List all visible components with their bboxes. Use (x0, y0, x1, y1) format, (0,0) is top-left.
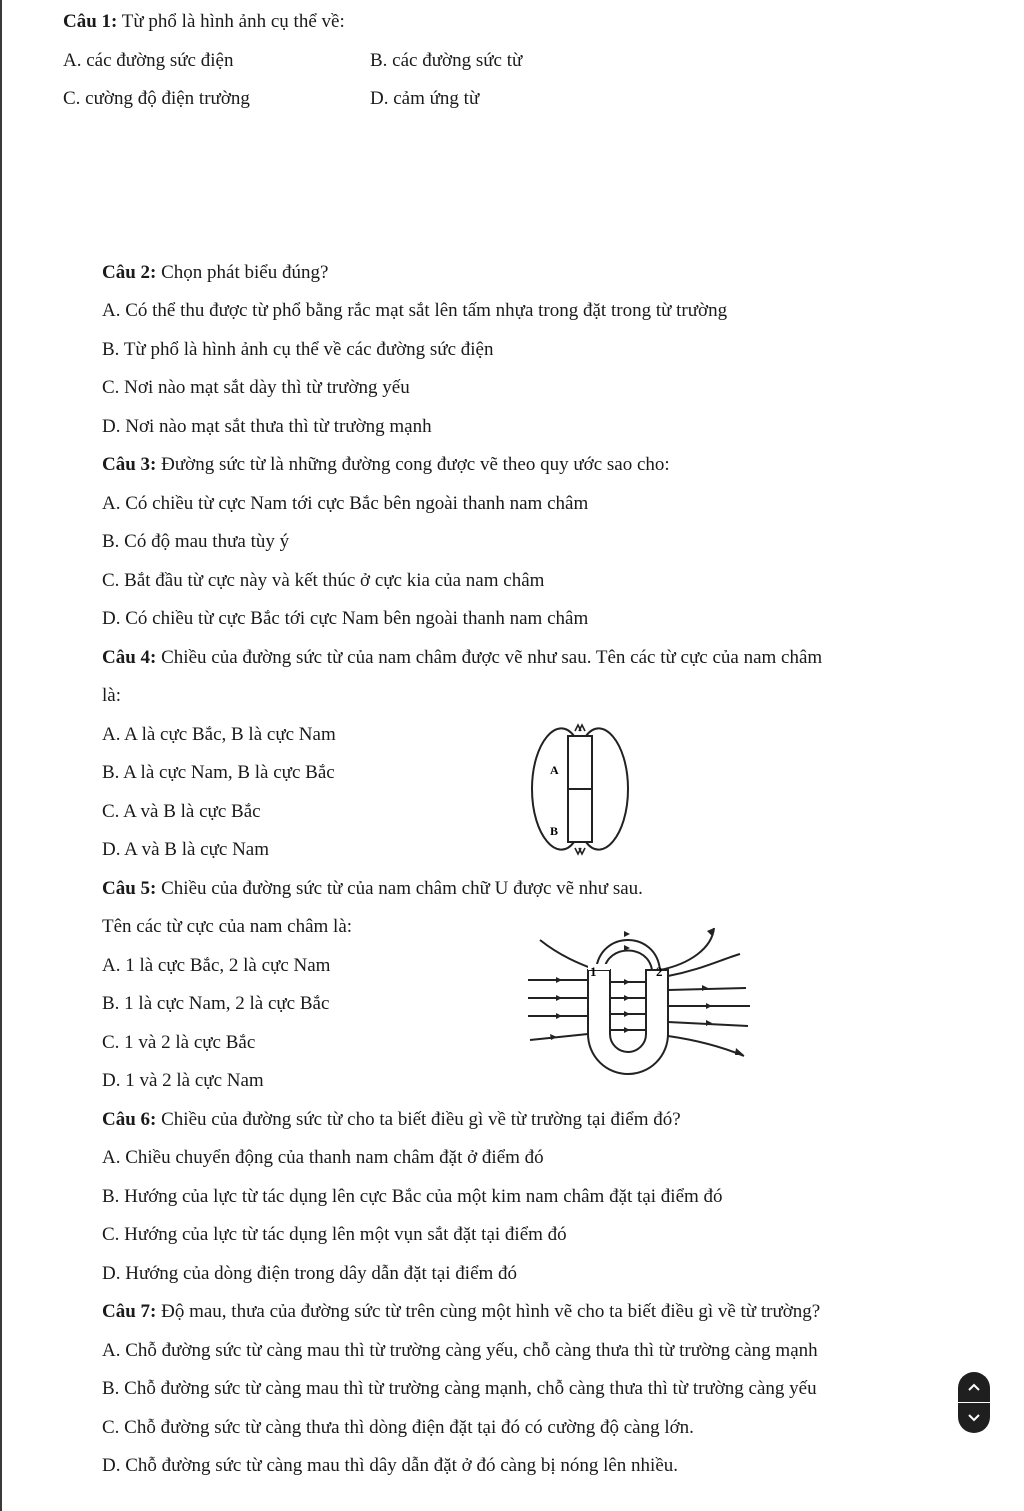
q5-option-b: B. 1 là cực Nam, 2 là cực Bắc (102, 993, 330, 1014)
question-5-text-cont: Tên các từ cực của nam châm là: (102, 916, 353, 937)
question-1-label: Câu 1: (63, 11, 118, 32)
left-line-4 (530, 1034, 588, 1040)
left-arrows-icon (550, 977, 562, 1040)
question-4-text-cont: là: (102, 685, 121, 706)
scroll-down-button[interactable] (958, 1403, 990, 1433)
q4-option-c: C. A và B là cực Bắc (102, 801, 261, 822)
question-5 (102, 878, 643, 900)
question-2 (102, 262, 328, 284)
q6-option-d: D. Hướng của dòng điện trong dây dẫn đặt tại điểm đó (102, 1263, 518, 1284)
question-7-text: Độ mau, thưa của đường sức từ trên cùng một hình vẽ cho ta biết điều gì về từ trường? (156, 1301, 821, 1322)
q7-option-b: B. Chỗ đường sức từ càng mau thì từ trường càng mạnh, chỗ càng thưa thì từ trường càng yếu (102, 1378, 817, 1399)
pole-label-1: 1 (590, 964, 597, 979)
question-7 (102, 1301, 820, 1323)
q7-option-c: C. Chỗ đường sức từ càng thưa thì dòng điện đặt tại đó có cường độ càng lớn. (102, 1417, 694, 1438)
u-magnet-body (588, 970, 668, 1074)
q6-option-b: B. Hướng của lực từ tác dụng lên cực Bắc của một kim nam châm đặt tại điểm đó (102, 1186, 723, 1207)
q1-option-d: D. cảm ứng từ (370, 88, 480, 109)
question-4-text: Chiều của đường sức từ của nam châm được vẽ như sau. Tên các từ cực của nam châm (156, 647, 823, 668)
q5-option-c: C. 1 và 2 là cực Bắc (102, 1032, 256, 1053)
q2-option-b: B. Từ phổ là hình ảnh cụ thể về các đường sức điện (102, 339, 494, 360)
q4-option-d: D. A và B là cực Nam (102, 839, 270, 860)
question-4-label: Câu 4: (102, 647, 157, 668)
q3-option-d: D. Có chiều từ cực Bắc tới cực Nam bên ngoài thanh nam châm (102, 608, 589, 629)
question-5-text: Chiều của đường sức từ của nam châm chữ U được vẽ như sau. (156, 878, 643, 899)
u-magnet-figure (500, 918, 760, 1078)
question-2-label: Câu 2: (102, 262, 157, 283)
q5-option-a: A. 1 là cực Bắc, 2 là cực Nam (102, 955, 331, 976)
question-6-label: Câu 6: (102, 1109, 157, 1130)
question-6 (102, 1109, 681, 1131)
q2-option-a: A. Có thể thu được từ phổ bằng rắc mạt sắt lên tấm nhựa trong đặt trong từ trường (102, 300, 728, 321)
question-6-text: Chiều của đường sức từ cho ta biết điều gì về từ trường tại điểm đó? (156, 1109, 681, 1130)
q3-option-c: C. Bắt đầu từ cực này và kết thúc ở cực kia của nam châm (102, 570, 545, 591)
q5-option-d: D. 1 và 2 là cực Nam (102, 1070, 264, 1091)
question-1-text: Từ phổ là hình ảnh cụ thể về: (117, 11, 345, 32)
left-curve-top (540, 940, 596, 970)
q2-option-c: C. Nơi nào mạt sắt dày thì từ trường yếu (102, 377, 410, 398)
question-5-label: Câu 5: (102, 878, 157, 899)
question-7-label: Câu 7: (102, 1301, 157, 1322)
q4-option-b: B. A là cực Nam, B là cực Bắc (102, 762, 335, 783)
q6-option-a: A. Chiều chuyển động của thanh nam châm đặt ở điểm đó (102, 1147, 544, 1168)
chevron-down-icon (967, 1413, 981, 1423)
question-1 (63, 11, 345, 33)
chevron-up-icon (967, 1382, 981, 1392)
question-3-label: Câu 3: (102, 454, 157, 475)
question-2-text: Chọn phát biểu đúng? (156, 262, 329, 283)
q4-option-a: A. A là cực Bắc, B là cực Nam (102, 724, 336, 745)
question-3-text: Đường sức từ là những đường cong được vẽ theo quy ước sao cho: (156, 454, 670, 475)
arrow-arc-outer-icon (624, 931, 630, 937)
pole-label-a: A (550, 763, 559, 777)
inner-arrows-icon (624, 979, 630, 1033)
question-4 (102, 647, 822, 669)
q3-option-a: A. Có chiều từ cực Nam tới cực Bắc bên ngoài thanh nam châm (102, 493, 589, 514)
right-line-5 (668, 1036, 744, 1056)
q3-option-b: B. Có độ mau thưa tùy ý (102, 531, 290, 552)
arrow-bottom-icon (575, 848, 585, 854)
pole-label-b: B (550, 824, 559, 838)
bar-magnet-figure (520, 722, 650, 862)
q1-option-a: A. các đường sức điện (63, 50, 234, 71)
q7-option-a: A. Chỗ đường sức từ càng mau thì từ trường càng yếu, chỗ càng thưa thì từ trường càng mạnh (102, 1340, 818, 1361)
arc-line-inner (604, 951, 652, 971)
pole-label-2: 2 (656, 964, 663, 979)
q1-option-c: C. cường độ điện trường (63, 88, 250, 109)
q6-option-c: C. Hướng của lực từ tác dụng lên một vụn sắt đặt tại điểm đó (102, 1224, 567, 1245)
right-curve-top (660, 928, 714, 970)
arrow-top-icon (575, 725, 585, 731)
page-edge (0, 0, 2, 1511)
scroll-up-button[interactable] (958, 1372, 990, 1402)
q2-option-d: D. Nơi nào mạt sắt thưa thì từ trường mạnh (102, 416, 432, 437)
question-3 (102, 454, 670, 476)
q1-option-b: B. các đường sức từ (370, 50, 523, 71)
q7-option-d: D. Chỗ đường sức từ càng mau thì dây dẫn đặt ở đó càng bị nóng lên nhiều. (102, 1455, 679, 1476)
